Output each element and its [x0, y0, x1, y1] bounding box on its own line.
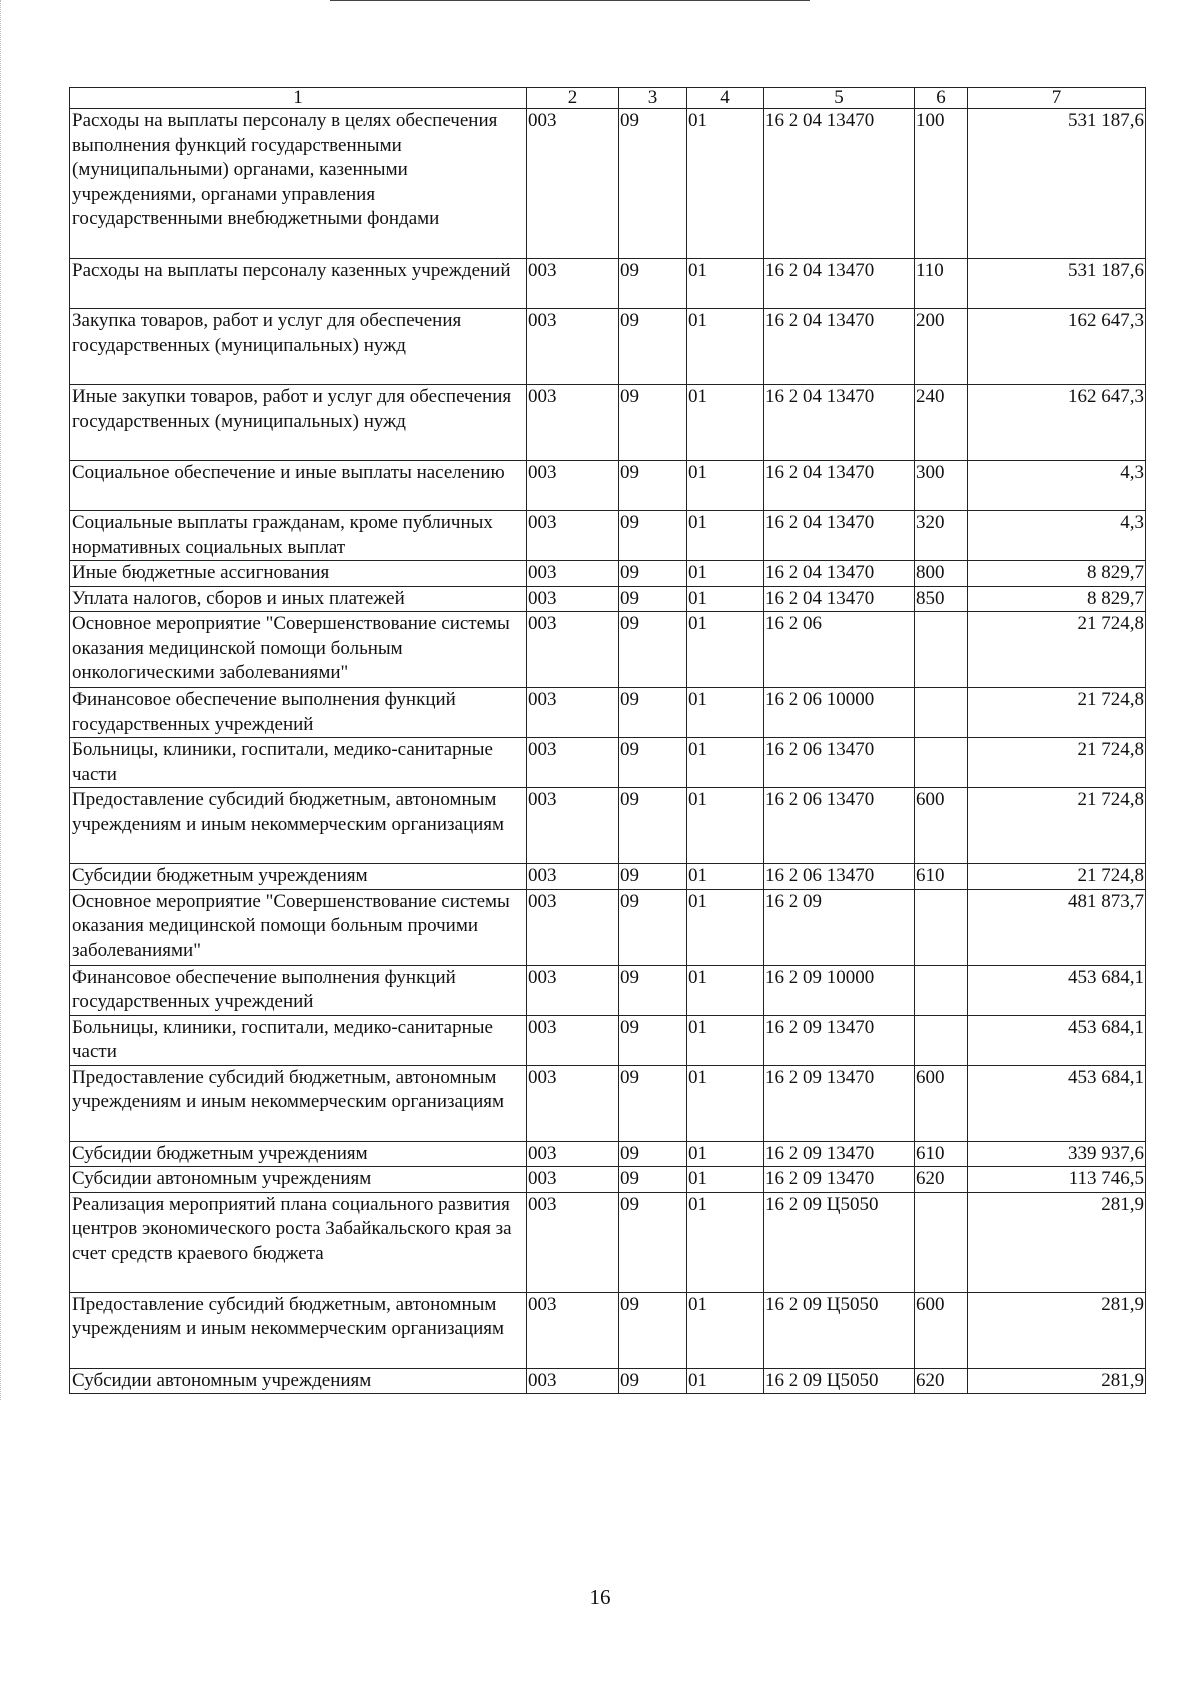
row-name-cell: Социальное обеспечение и иные выплаты населению — [70, 461, 527, 511]
row-col5-cell: 16 2 04 13470 — [764, 385, 915, 461]
table-row — [70, 738, 1146, 788]
row-col3-cell: 09 — [619, 1141, 687, 1167]
row-col6-cell — [915, 688, 968, 738]
row-col4-cell: 01 — [687, 1292, 764, 1368]
row-col5-cell: 16 2 06 13470 — [764, 864, 915, 890]
row-col3-cell: 09 — [619, 688, 687, 738]
row-col3-cell: 09 — [619, 309, 687, 385]
row-name-cell: Основное мероприятие "Совершенствование системы оказания медицинской помощи больным онкологическими заболеваниями" — [70, 612, 527, 688]
row-col5-cell: 16 2 09 Ц5050 — [764, 1292, 915, 1368]
row-col6-cell: 320 — [915, 511, 968, 561]
table-row — [70, 612, 1146, 688]
row-amount-cell: 8 829,7 — [968, 586, 1146, 612]
header-cell-3: 3 — [619, 88, 687, 109]
table-row — [70, 1292, 1146, 1368]
table-row — [70, 1192, 1146, 1292]
table-header-row — [70, 88, 1146, 109]
row-name-cell: Социальные выплаты гражданам, кроме публичных нормативных социальных выплат — [70, 511, 527, 561]
row-amount-cell: 21 724,8 — [968, 738, 1146, 788]
row-col3-cell: 09 — [619, 1167, 687, 1193]
row-col3-cell: 09 — [619, 1192, 687, 1292]
table-row — [70, 586, 1146, 612]
row-name-cell: Финансовое обеспечение выполнения функций государственных учреждений — [70, 965, 527, 1015]
row-name-cell: Больницы, клиники, госпитали, медико-санитарные части — [70, 738, 527, 788]
row-col2-cell: 003 — [527, 612, 619, 688]
row-col6-cell: 110 — [915, 259, 968, 309]
table-row — [70, 1167, 1146, 1193]
row-name-cell: Основное мероприятие "Совершенствование системы оказания медицинской помощи больным прочими заболеваниями" — [70, 889, 527, 965]
row-col3-cell: 09 — [619, 738, 687, 788]
row-name-cell: Больницы, клиники, госпитали, медико-санитарные части — [70, 1015, 527, 1065]
row-amount-cell: 281,9 — [968, 1292, 1146, 1368]
row-col4-cell: 01 — [687, 259, 764, 309]
row-col2-cell: 003 — [527, 309, 619, 385]
header-cell-7: 7 — [968, 88, 1146, 109]
row-col3-cell: 09 — [619, 788, 687, 864]
row-col2-cell: 003 — [527, 511, 619, 561]
row-col5-cell: 16 2 06 13470 — [764, 738, 915, 788]
table-row — [70, 1368, 1146, 1394]
row-col5-cell: 16 2 04 13470 — [764, 561, 915, 587]
row-name-cell: Уплата налогов, сборов и иных платежей — [70, 586, 527, 612]
row-col5-cell: 16 2 09 13470 — [764, 1065, 915, 1141]
row-col5-cell: 16 2 06 13470 — [764, 788, 915, 864]
row-col2-cell: 003 — [527, 965, 619, 1015]
row-amount-cell: 4,3 — [968, 511, 1146, 561]
budget-table — [69, 87, 1146, 1394]
row-col5-cell: 16 2 04 13470 — [764, 586, 915, 612]
page-number: 16 — [589, 1585, 611, 1609]
row-amount-cell: 453 684,1 — [968, 965, 1146, 1015]
row-col5-cell: 16 2 06 10000 — [764, 688, 915, 738]
header-cell-4: 4 — [687, 88, 764, 109]
row-amount-cell: 21 724,8 — [968, 864, 1146, 890]
row-col6-cell: 620 — [915, 1167, 968, 1193]
row-col3-cell: 09 — [619, 612, 687, 688]
row-amount-cell: 531 187,6 — [968, 109, 1146, 259]
row-col6-cell: 200 — [915, 309, 968, 385]
row-col2-cell: 003 — [527, 461, 619, 511]
row-col3-cell: 09 — [619, 385, 687, 461]
row-col2-cell: 003 — [527, 864, 619, 890]
row-col5-cell: 16 2 04 13470 — [764, 461, 915, 511]
row-col3-cell: 09 — [619, 511, 687, 561]
row-col5-cell: 16 2 09 10000 — [764, 965, 915, 1015]
row-col4-cell: 01 — [687, 688, 764, 738]
row-col6-cell — [915, 738, 968, 788]
header-cell-5: 5 — [764, 88, 915, 109]
table-row — [70, 385, 1146, 461]
row-col4-cell: 01 — [687, 1167, 764, 1193]
row-col2-cell: 003 — [527, 586, 619, 612]
row-amount-cell: 281,9 — [968, 1192, 1146, 1292]
row-amount-cell: 162 647,3 — [968, 309, 1146, 385]
row-amount-cell: 162 647,3 — [968, 385, 1146, 461]
row-amount-cell: 453 684,1 — [968, 1015, 1146, 1065]
row-col5-cell: 16 2 04 13470 — [764, 259, 915, 309]
row-col2-cell: 003 — [527, 1015, 619, 1065]
row-name-cell: Предоставление субсидий бюджетным, автономным учреждениям и иным некоммерческим организациям — [70, 1292, 527, 1368]
row-col4-cell: 01 — [687, 461, 764, 511]
row-col5-cell: 16 2 09 Ц5050 — [764, 1192, 915, 1292]
row-col2-cell: 003 — [527, 259, 619, 309]
row-name-cell: Закупка товаров, работ и услуг для обеспечения государственных (муниципальных) нужд — [70, 309, 527, 385]
row-col3-cell: 09 — [619, 1368, 687, 1394]
row-col4-cell: 01 — [687, 586, 764, 612]
row-col4-cell: 01 — [687, 1065, 764, 1141]
row-name-cell: Субсидии автономным учреждениям — [70, 1167, 527, 1193]
row-col4-cell: 01 — [687, 109, 764, 259]
row-col2-cell: 003 — [527, 1167, 619, 1193]
row-col5-cell: 16 2 09 13470 — [764, 1015, 915, 1065]
row-col6-cell: 610 — [915, 864, 968, 890]
row-col5-cell: 16 2 09 — [764, 889, 915, 965]
table-row — [70, 1015, 1146, 1065]
row-name-cell: Иные закупки товаров, работ и услуг для обеспечения государственных (муниципальных) нужд — [70, 385, 527, 461]
row-amount-cell: 453 684,1 — [968, 1065, 1146, 1141]
row-col2-cell: 003 — [527, 889, 619, 965]
row-col4-cell: 01 — [687, 965, 764, 1015]
row-col2-cell: 003 — [527, 738, 619, 788]
row-col2-cell: 003 — [527, 1192, 619, 1292]
table-row — [70, 688, 1146, 738]
row-amount-cell: 481 873,7 — [968, 889, 1146, 965]
row-col6-cell: 240 — [915, 385, 968, 461]
row-col3-cell: 09 — [619, 259, 687, 309]
row-col2-cell: 003 — [527, 1368, 619, 1394]
row-col4-cell: 01 — [687, 1141, 764, 1167]
table-row — [70, 889, 1146, 965]
row-col6-cell: 600 — [915, 1292, 968, 1368]
row-amount-cell: 113 746,5 — [968, 1167, 1146, 1193]
row-col4-cell: 01 — [687, 1368, 764, 1394]
row-name-cell: Реализация мероприятий плана социального развития центров экономического роста Забайкальского края за счет средств краевого бюджета — [70, 1192, 527, 1292]
row-name-cell: Субсидии бюджетным учреждениям — [70, 1141, 527, 1167]
row-col3-cell: 09 — [619, 889, 687, 965]
row-col4-cell: 01 — [687, 788, 764, 864]
row-col4-cell: 01 — [687, 511, 764, 561]
row-col6-cell — [915, 889, 968, 965]
table-row — [70, 1065, 1146, 1141]
row-amount-cell: 281,9 — [968, 1368, 1146, 1394]
row-amount-cell: 4,3 — [968, 461, 1146, 511]
table-row — [70, 788, 1146, 864]
row-col3-cell: 09 — [619, 864, 687, 890]
table-row — [70, 965, 1146, 1015]
row-col2-cell: 003 — [527, 688, 619, 738]
table-row — [70, 259, 1146, 309]
row-col2-cell: 003 — [527, 561, 619, 587]
row-col5-cell: 16 2 04 13470 — [764, 511, 915, 561]
row-amount-cell: 339 937,6 — [968, 1141, 1146, 1167]
header-cell-6: 6 — [915, 88, 968, 109]
table-row — [70, 561, 1146, 587]
row-col6-cell: 620 — [915, 1368, 968, 1394]
scan-edge — [0, 0, 1, 1400]
row-name-cell: Финансовое обеспечение выполнения функций государственных учреждений — [70, 688, 527, 738]
row-amount-cell: 21 724,8 — [968, 612, 1146, 688]
row-name-cell: Субсидии автономным учреждениям — [70, 1368, 527, 1394]
table-row — [70, 309, 1146, 385]
table-row — [70, 511, 1146, 561]
row-col4-cell: 01 — [687, 612, 764, 688]
row-col3-cell: 09 — [619, 109, 687, 259]
row-col4-cell: 01 — [687, 864, 764, 890]
row-col5-cell: 16 2 09 Ц5050 — [764, 1368, 915, 1394]
row-col3-cell: 09 — [619, 561, 687, 587]
row-col4-cell: 01 — [687, 385, 764, 461]
row-col6-cell: 800 — [915, 561, 968, 587]
row-col6-cell: 100 — [915, 109, 968, 259]
table-row — [70, 864, 1146, 890]
row-col3-cell: 09 — [619, 1292, 687, 1368]
row-col5-cell: 16 2 06 — [764, 612, 915, 688]
row-col6-cell — [915, 1015, 968, 1065]
row-col3-cell: 09 — [619, 965, 687, 1015]
row-col5-cell: 16 2 09 13470 — [764, 1167, 915, 1193]
row-col2-cell: 003 — [527, 788, 619, 864]
header-cell-2: 2 — [527, 88, 619, 109]
header-cell-1: 1 — [70, 88, 527, 109]
row-name-cell: Субсидии бюджетным учреждениям — [70, 864, 527, 890]
row-amount-cell: 21 724,8 — [968, 688, 1146, 738]
row-amount-cell: 531 187,6 — [968, 259, 1146, 309]
row-col3-cell: 09 — [619, 586, 687, 612]
table-row — [70, 109, 1146, 259]
row-col5-cell: 16 2 09 13470 — [764, 1141, 915, 1167]
row-col3-cell: 09 — [619, 1065, 687, 1141]
table-row — [70, 1141, 1146, 1167]
row-col2-cell: 003 — [527, 1065, 619, 1141]
row-col4-cell: 01 — [687, 561, 764, 587]
row-col6-cell: 600 — [915, 788, 968, 864]
row-col4-cell: 01 — [687, 1192, 764, 1292]
row-col3-cell: 09 — [619, 1015, 687, 1065]
page-top-rule — [330, 0, 810, 1]
row-col6-cell: 850 — [915, 586, 968, 612]
row-col6-cell: 600 — [915, 1065, 968, 1141]
row-col5-cell: 16 2 04 13470 — [764, 309, 915, 385]
row-name-cell: Предоставление субсидий бюджетным, автономным учреждениям и иным некоммерческим организациям — [70, 1065, 527, 1141]
row-col5-cell: 16 2 04 13470 — [764, 109, 915, 259]
row-amount-cell: 21 724,8 — [968, 788, 1146, 864]
row-name-cell: Предоставление субсидий бюджетным, автономным учреждениям и иным некоммерческим организациям — [70, 788, 527, 864]
row-col3-cell: 09 — [619, 461, 687, 511]
row-col4-cell: 01 — [687, 738, 764, 788]
row-col6-cell: 610 — [915, 1141, 968, 1167]
row-name-cell: Расходы на выплаты персоналу казенных учреждений — [70, 259, 527, 309]
row-col2-cell: 003 — [527, 385, 619, 461]
row-col6-cell — [915, 1192, 968, 1292]
row-col6-cell: 300 — [915, 461, 968, 511]
table-row — [70, 461, 1146, 511]
row-col2-cell: 003 — [527, 1141, 619, 1167]
row-col4-cell: 01 — [687, 889, 764, 965]
row-col4-cell: 01 — [687, 1015, 764, 1065]
row-col6-cell — [915, 965, 968, 1015]
row-amount-cell: 8 829,7 — [968, 561, 1146, 587]
row-col6-cell — [915, 612, 968, 688]
row-name-cell: Иные бюджетные ассигнования — [70, 561, 527, 587]
row-col4-cell: 01 — [687, 309, 764, 385]
row-name-cell: Расходы на выплаты персоналу в целях обеспечения выполнения функций государственными (муниципальными) органами, казенными учреждениями, органами управления государственными внебюджетными фондами — [70, 109, 527, 259]
row-col2-cell: 003 — [527, 109, 619, 259]
row-col2-cell: 003 — [527, 1292, 619, 1368]
